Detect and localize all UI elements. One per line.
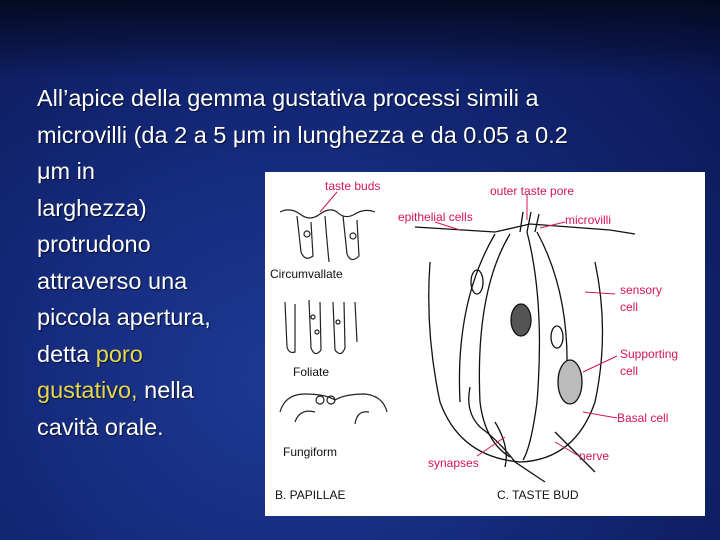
text-line-7: piccola apertura, [37, 304, 211, 330]
label-taste-buds: taste buds [325, 179, 381, 193]
label-b-papillae: B. PAPILLAE [275, 488, 346, 502]
text-line-9-plain: nella [137, 377, 194, 403]
text-line-2: microvilli (da 2 a 5 μm in lunghezza e da 0.05 a 0.2 [37, 121, 568, 148]
taste-bud-illustration [265, 172, 705, 516]
fungiform-drawing [280, 394, 387, 424]
label-fungiform: Fungiform [283, 445, 338, 459]
label-synapses: synapses [428, 456, 479, 470]
text-line-10: cavità orale. [37, 413, 164, 440]
highlight-poro: poro [95, 340, 143, 367]
label-nerve: nerve [579, 449, 610, 463]
text-line-5: protrudono [37, 231, 151, 257]
foliate-drawing [285, 300, 357, 354]
text-line-1: All’apice della gemma gustativa processi simili a [37, 85, 539, 111]
label-epithelial-cells: epithelial cells [398, 210, 473, 224]
text-line-8-plain: detta [37, 340, 96, 367]
leader-lines [320, 192, 617, 456]
label-sensory-cell-2: cell [620, 300, 639, 314]
label-circumvallate: Circumvallate [270, 267, 343, 281]
text-line-3: μm in [37, 158, 95, 184]
label-sensory-cell-1: sensory [620, 283, 663, 297]
circumvallate-drawing [280, 210, 375, 262]
text-line-6: attraverso una [37, 267, 188, 294]
highlight-gustativo: gustativo, [37, 377, 138, 403]
label-microvilli: microvilli [565, 213, 611, 227]
taste-bud-figure [265, 172, 705, 516]
label-supporting-cell-2: cell [620, 364, 639, 378]
label-outer-taste-pore: outer taste pore [490, 184, 575, 198]
label-foliate: Foliate [293, 365, 330, 379]
slide-top-shade [0, 0, 720, 80]
text-line-4: larghezza) [37, 194, 147, 221]
label-c-taste-bud: C. TASTE BUD [497, 488, 579, 502]
label-basal-cell: Basal cell [617, 411, 669, 425]
label-supporting-cell-1: Supporting [620, 347, 679, 361]
taste-bud-drawing [415, 212, 635, 482]
